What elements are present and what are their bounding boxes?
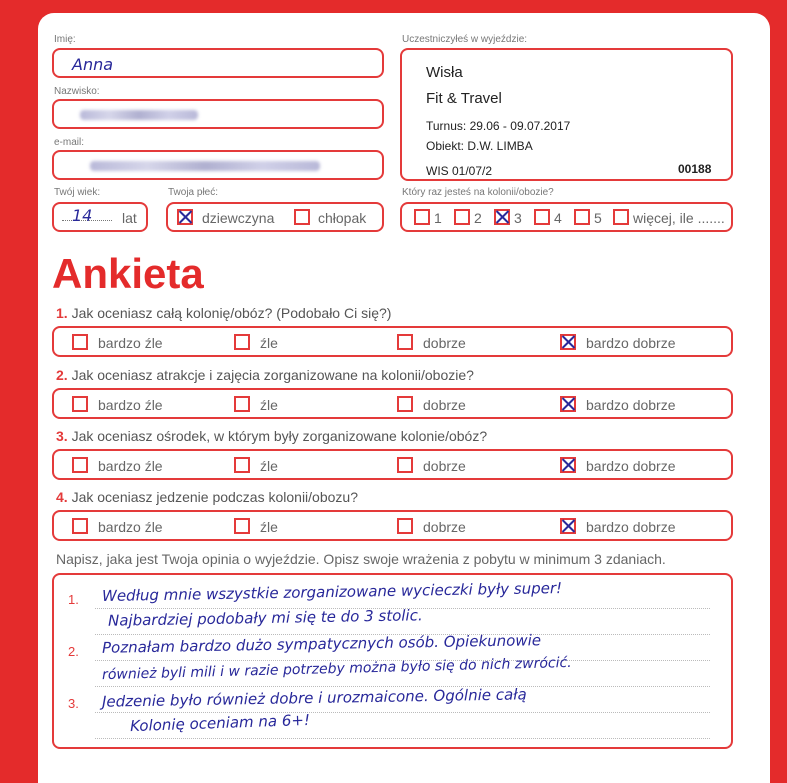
email-label: e-mail: [54,137,85,148]
q2-good-checkbox[interactable] [397,396,413,412]
times-label: Który raz jesteś na kolonii/obozie? [402,187,554,198]
times-3-checkbox[interactable] [494,209,510,225]
times-4-checkbox[interactable] [534,209,550,225]
opinion-number-1: 1. [68,592,79,607]
question-3 [56,428,487,444]
question-2-text: Jak oceniasz atrakcje i zajęcia zorganizowane na kolonii/obozie? [71,367,474,383]
trip-label: Uczestniczyłeś w wyjeździe: [402,34,528,45]
opinion-prompt: Napisz, jaka jest Twoja opinia o wyjeździe. Opisz swoje wrażenia z pobytu w minimum 3 zdaniach. [56,551,666,567]
opinion-rule-5 [95,712,710,713]
q4-bad-label: źle [260,519,278,535]
gender-boy-checkbox[interactable] [294,209,310,225]
question-2-number: 2. [56,367,68,383]
times-5-label: 5 [594,210,602,226]
surname-field[interactable] [52,99,384,129]
q3-very-good-checkbox[interactable] [560,457,576,473]
question-4-number: 4. [56,489,68,505]
q1-good-checkbox[interactable] [397,334,413,350]
question-1-text: Jak oceniasz całą kolonię/obóz? (Podobało Ci się?) [71,305,392,321]
times-2-label: 2 [474,210,482,226]
q3-bad-label: źle [260,458,278,474]
q1-very-good-checkbox[interactable] [560,334,576,350]
q4-very-bad-label: bardzo źle [98,519,163,535]
opinion-line-6: Kolonię oceniam na 6+! [129,710,311,736]
survey-title: Ankieta [52,250,204,297]
q3-very-bad-label: bardzo źle [98,458,163,474]
q1-bad-label: źle [260,335,278,351]
name-field[interactable] [52,48,384,78]
question-2-answers [52,388,733,419]
q1-good-label: dobrze [423,335,466,351]
q4-bad-checkbox[interactable] [234,518,250,534]
redacted-surname [80,110,198,120]
q2-bad-checkbox[interactable] [234,396,250,412]
times-1-label: 1 [434,210,442,226]
opinion-line-2: Najbardziej podobały mi się te do 3 stolic. [107,606,423,630]
opinion-line-5: Jedzenie było również dobre i urozmaicone. Ogólnie całą [101,685,527,711]
question-4 [56,489,358,505]
q4-good-checkbox[interactable] [397,518,413,534]
trip-place: Wisła [426,64,463,81]
question-4-answers [52,510,733,541]
surname-label: Nazwisko: [54,86,100,97]
q4-very-bad-checkbox[interactable] [72,518,88,534]
q3-good-checkbox[interactable] [397,457,413,473]
times-1-checkbox[interactable] [414,209,430,225]
question-2 [56,367,474,383]
opinion-line-1: Według mnie wszystkie zorganizowane wycieczki były super! [101,578,563,606]
q4-good-label: dobrze [423,519,466,535]
trip-number: 00188 [678,162,712,176]
age-label: Twój wiek: [54,187,101,198]
q3-good-label: dobrze [423,458,466,474]
gender-field [166,202,384,232]
q1-bad-checkbox[interactable] [234,334,250,350]
trip-obiekt: Obiekt: D.W. LIMBA [426,139,533,153]
opinion-number-2: 2. [68,644,79,659]
times-4-label: 4 [554,210,562,226]
email-field[interactable] [52,150,384,180]
opinion-line-3: Poznałam bardzo dużo sympatycznych osób. Opiekunowie [101,631,542,657]
trip-program: Fit & Travel [426,90,502,107]
question-1-number: 1. [56,305,68,321]
q3-bad-checkbox[interactable] [234,457,250,473]
trip-box [400,48,733,181]
q2-very-bad-label: bardzo źle [98,397,163,413]
opinion-number-3: 3. [68,696,79,711]
times-more-checkbox[interactable] [613,209,629,225]
q3-very-bad-checkbox[interactable] [72,457,88,473]
q2-very-bad-checkbox[interactable] [72,396,88,412]
question-3-text: Jak oceniasz ośrodek, w którym były zorganizowane kolonie/obóz? [71,428,488,444]
trip-turnus: Turnus: 29.06 - 09.07.2017 [426,119,571,133]
question-3-answers [52,449,733,480]
times-2-checkbox[interactable] [454,209,470,225]
q2-very-good-label: bardzo dobrze [586,397,676,413]
q4-very-good-label: bardzo dobrze [586,519,676,535]
gender-girl-label: dziewczyna [202,210,275,226]
opinion-line-4: również byli mili i w razie potrzeby można było się do nich zwrócić. [101,654,572,684]
gender-boy-label: chłopak [318,210,367,226]
gender-label: Twoja płeć: [168,187,219,198]
q1-very-bad-label: bardzo źle [98,335,163,351]
age-value: 14 [72,206,93,225]
q3-very-good-label: bardzo dobrze [586,458,676,474]
name-label: Imię: [54,34,76,45]
q2-very-good-checkbox[interactable] [560,396,576,412]
q1-very-good-label: bardzo dobrze [586,335,676,351]
name-value: Anna [72,55,114,74]
q2-bad-label: źle [260,397,278,413]
q4-very-good-checkbox[interactable] [560,518,576,534]
age-unit: lat [122,210,137,226]
times-5-checkbox[interactable] [574,209,590,225]
age-field[interactable] [52,202,148,232]
q2-good-label: dobrze [423,397,466,413]
gender-girl-checkbox[interactable] [177,209,193,225]
question-1 [56,305,391,321]
question-4-text: Jak oceniasz jedzenie podczas kolonii/obozu? [71,489,358,505]
question-1-answers [52,326,733,357]
redacted-email [90,161,320,171]
times-more-label: więcej, ile ....... [633,210,725,226]
trip-code: WIS 01/07/2 [426,164,493,178]
times-3-label: 3 [514,210,522,226]
opinion-rule-6 [95,738,710,739]
times-field [400,202,733,232]
q1-very-bad-checkbox[interactable] [72,334,88,350]
question-3-number: 3. [56,428,68,444]
